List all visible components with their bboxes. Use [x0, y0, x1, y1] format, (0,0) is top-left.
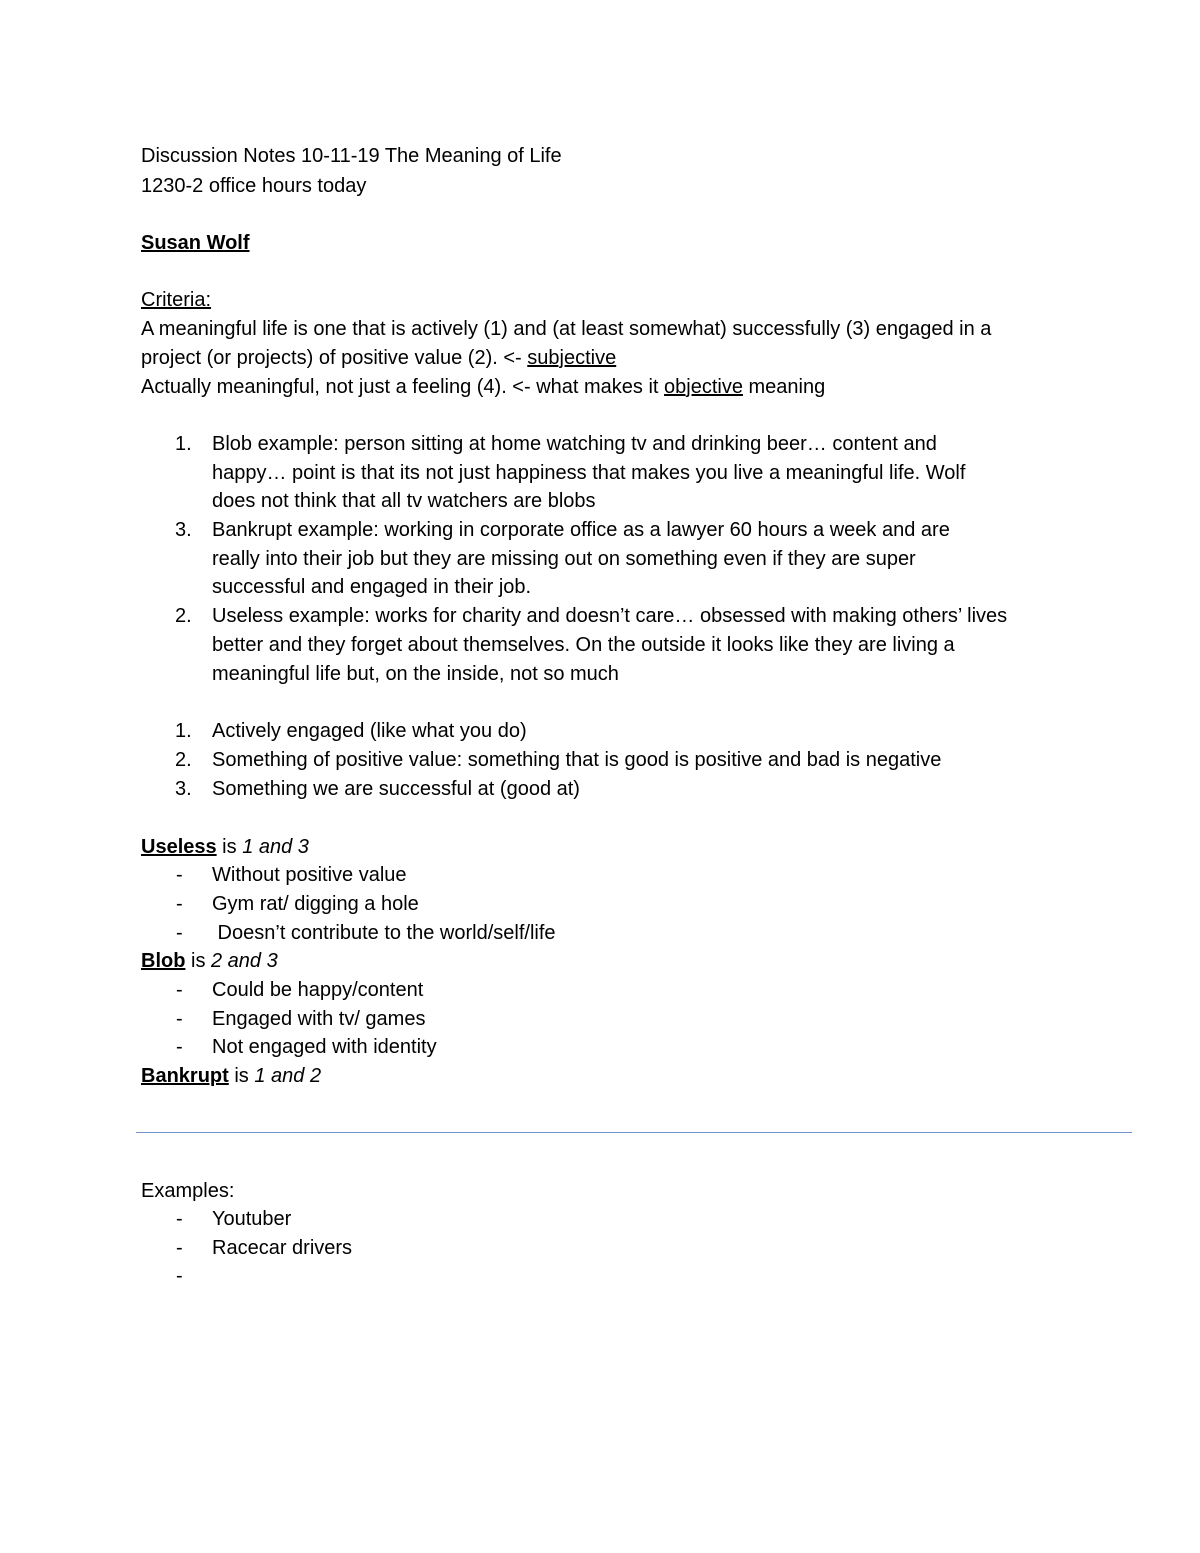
bullet-item: Doesn’t contribute to the world/self/life [212, 922, 556, 944]
criteria-line-3-text: Actually meaningful, not just a feeling (4). <- what makes it [141, 376, 665, 398]
bullet-item: Gym rat/ digging a hole [212, 893, 419, 915]
list-item-line: happy… point is that its not just happiness that makes you live a meaningful life. Wolf [212, 462, 966, 484]
list-number: 3. [175, 519, 192, 541]
bullet-item: Could be happy/content [212, 979, 424, 1001]
useless-criteria: 1 and 3 [242, 836, 309, 858]
bullet-dash: - [176, 864, 183, 886]
list-number: 1. [175, 433, 192, 455]
list-item-line: successful and engaged in their job. [212, 576, 532, 598]
bullet-item: Youtuber [212, 1208, 292, 1230]
criteria-heading: Criteria: [141, 289, 212, 311]
blob-criteria: 2 and 3 [211, 950, 278, 972]
examples-heading: Examples: [141, 1180, 235, 1202]
list-item: Something of positive value: something that is good is positive and bad is negative [212, 749, 942, 771]
is-text: is [228, 1065, 255, 1087]
subjective-term: subjective [527, 347, 617, 369]
list-item-line: Blob example: person sitting at home watching tv and drinking beer… content and [212, 433, 937, 455]
blob-term: Blob [141, 950, 186, 972]
list-number: 3. [175, 778, 192, 800]
criteria-line-2 [141, 346, 616, 370]
bullet-dash: - [176, 1008, 183, 1030]
list-item-line: Bankrupt example: working in corporate office as a lawyer 60 hours a week and are [212, 519, 950, 541]
bankrupt-criteria: 1 and 2 [254, 1065, 322, 1087]
list-item-line: better and they forget about themselves. On the outside it looks like they are living a [212, 634, 955, 656]
list-item: Actively engaged (like what you do) [212, 720, 527, 742]
bullet-dash: - [176, 1237, 183, 1259]
bullet-item: Engaged with tv/ games [212, 1008, 426, 1030]
author-heading: Susan Wolf [141, 232, 250, 254]
useless-term: Useless [141, 836, 217, 858]
bullet-item: Without positive value [212, 864, 407, 886]
bullet-dash: - [176, 893, 183, 915]
bullet-dash: - [176, 1265, 183, 1287]
list-item-line: meaningful life but, on the inside, not so much [212, 663, 619, 685]
bankrupt-definition [141, 1064, 321, 1088]
horizontal-rule [136, 1132, 1132, 1133]
is-text: is [185, 950, 211, 972]
bullet-dash: - [176, 979, 183, 1001]
bullet-dash: - [176, 922, 183, 944]
is-text: is [216, 836, 243, 858]
office-hours-line: 1230-2 office hours today [141, 175, 367, 197]
bullet-dash: - [176, 1036, 183, 1058]
list-item-line: does not think that all tv watchers are blobs [212, 490, 596, 512]
criteria-line-3 [141, 375, 825, 399]
bullet-item: Not engaged with identity [212, 1036, 437, 1058]
objective-term: objective [664, 376, 743, 398]
criteria-line-2-text: project (or projects) of positive value (2). <- [141, 347, 528, 369]
bankrupt-term: Bankrupt [141, 1065, 229, 1087]
bullet-item: Racecar drivers [212, 1237, 353, 1259]
useless-definition [141, 835, 309, 859]
document-title: Discussion Notes 10-11-19 The Meaning of Life [141, 145, 562, 167]
list-item: Something we are successful at (good at) [212, 778, 580, 800]
list-item-line: Useless example: works for charity and doesn’t care… obsessed with making others’ lives [212, 605, 1008, 627]
list-item-line: really into their job but they are missing out on something even if they are super [212, 548, 916, 570]
criteria-line-3-suffix: meaning [742, 376, 826, 398]
list-number: 1. [175, 720, 192, 742]
blob-definition [141, 949, 278, 973]
bullet-dash: - [176, 1208, 183, 1230]
list-number: 2. [175, 749, 192, 771]
criteria-line-1: A meaningful life is one that is actively (1) and (at least somewhat) successfully (3) engaged in a [141, 318, 992, 340]
list-number: 2. [175, 605, 192, 627]
